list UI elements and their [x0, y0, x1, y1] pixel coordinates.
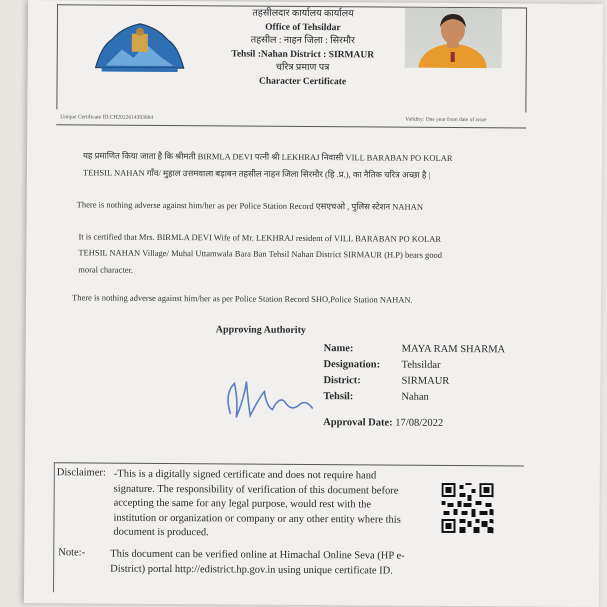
designation-value: Tehsildar: [401, 359, 441, 371]
disclaimer-label: Disclaimer:: [56, 467, 106, 479]
hindi-line-3: There is nothing adverse against him/her as per Police Station Record एसएचओ , पुलिस स्टेशन NAHAN: [76, 199, 424, 212]
footer-border: [53, 462, 55, 592]
hindi-line-2: TEHSIL NAHAN गाँव/ मुहाल उत्तमवाला बड़ाबन तहसील नाहन जिला सिरमौर (हि .प्र.), का नैतिक चरित्र अच्छा है |: [82, 167, 431, 180]
certificate-hindi: चरित्र प्रमाण पत्र: [275, 62, 330, 74]
approval-date-row: [323, 417, 443, 429]
certificate-id: Unique Certificate ID:CH2022614393884: [60, 114, 154, 121]
district-label: District:: [323, 375, 361, 387]
approval-date-value: 17/08/2022: [395, 417, 444, 429]
himachal-emblem-logo: [92, 17, 188, 76]
certificate-english: Character Certificate: [258, 76, 347, 87]
english-line-3: moral character.: [78, 264, 134, 275]
district-value: SIRMAUR: [401, 375, 450, 387]
applicant-photo: [405, 8, 502, 69]
name-label: Name:: [323, 343, 354, 355]
hindi-line-1: यह प्रमाणित किया जाता है कि श्रीमती BIRMLA DEVI पत्नी श्री LEKHRAJ निवासी VILL BARABAN PO KOLAR: [82, 150, 453, 163]
english-line-1: It is certified that Mrs. BIRMLA DEVI Wife of Mr. LEKHRAJ resident of VILL BARABAN PO KOLAR: [78, 231, 442, 244]
office-hindi: तहसीलदार कार्यालय कार्यालय: [252, 8, 354, 20]
name-value: MAYA RAM SHARMA: [401, 343, 506, 356]
qr-code: [441, 483, 493, 533]
footer-divider: [54, 462, 524, 466]
divider: [56, 124, 526, 128]
handwritten-signature: [220, 373, 320, 424]
header-block: [208, 7, 399, 89]
office-english: Office of Tehsildar: [265, 22, 341, 33]
designation-label: Designation:: [323, 359, 381, 371]
note-label: Note:-: [58, 547, 86, 559]
tehsil-row: [323, 391, 428, 403]
approving-authority-title: Approving Authority: [215, 324, 306, 336]
tehsil-value: Nahan: [401, 391, 429, 403]
location-hindi: तहसील : नाहन जिला : सिरमौर: [250, 35, 355, 47]
certificate-sheet: [24, 0, 603, 607]
disclaimer-text: -This is a digitally signed certificate and does not require hand signature. The responsibility of verification of this document before accepting the same for any legal purpose, would rest with the institution or organization or company or any other entity where this document is produced.: [113, 468, 401, 539]
tehsil-label: Tehsil:: [323, 391, 354, 403]
note-text: This document can be verified online at Himachal Online Seva (HP e-District) portal http://edistrict.hp.gov.in using unique certificate ID.: [110, 548, 405, 577]
district-row: [323, 375, 449, 387]
validity-text: Validity: One year from date of issue: [405, 116, 487, 124]
english-line-4: There is nothing adverse against him/her as per Police Station Record SHO,Police Station NAHAN.: [72, 292, 413, 305]
english-line-2: TEHSIL NAHAN Village/ Muhal Uttamwala Bara Ban Tehsil Nahan District SIRMAUR (H.P) bears good: [78, 247, 443, 260]
location-english: Tehsil :Nahan District : SIRMAUR: [231, 48, 375, 60]
name-row: [324, 343, 506, 355]
designation-row: [324, 359, 441, 371]
approval-date-label: Approval Date:: [323, 417, 393, 429]
